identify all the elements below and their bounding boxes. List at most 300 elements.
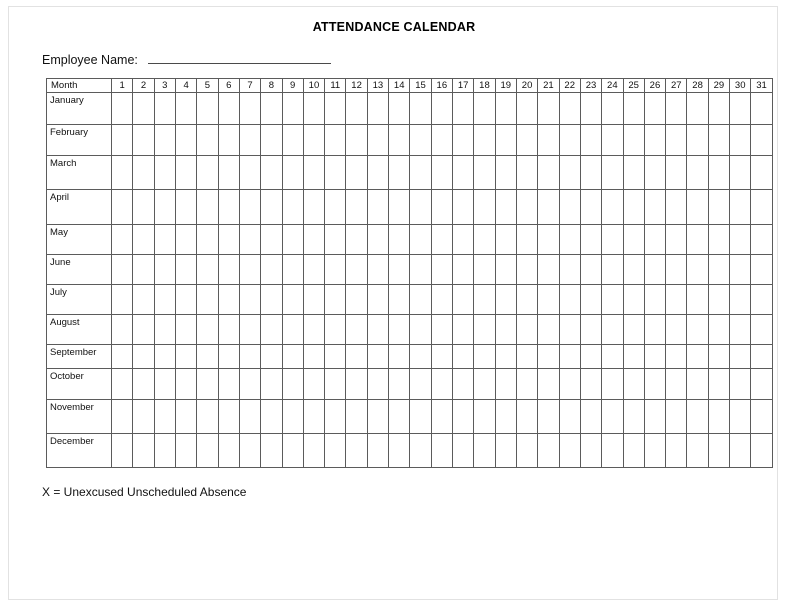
day-cell[interactable] — [303, 315, 324, 345]
day-cell[interactable] — [708, 315, 729, 345]
day-cell[interactable] — [346, 125, 367, 156]
day-cell[interactable] — [389, 400, 410, 434]
day-cell[interactable] — [154, 369, 175, 400]
day-cell[interactable] — [431, 156, 452, 190]
day-cell[interactable] — [431, 285, 452, 315]
day-cell[interactable] — [644, 345, 665, 369]
day-cell[interactable] — [367, 225, 388, 255]
day-cell[interactable] — [367, 345, 388, 369]
day-cell[interactable] — [410, 434, 431, 468]
day-cell[interactable] — [325, 93, 346, 125]
day-cell[interactable] — [282, 369, 303, 400]
day-cell[interactable] — [261, 255, 282, 285]
day-cell[interactable] — [495, 156, 516, 190]
day-cell[interactable] — [474, 369, 495, 400]
day-cell[interactable] — [325, 434, 346, 468]
day-cell[interactable] — [516, 125, 537, 156]
day-cell[interactable] — [133, 93, 154, 125]
day-cell[interactable] — [431, 93, 452, 125]
day-cell[interactable] — [282, 285, 303, 315]
day-cell[interactable] — [453, 400, 474, 434]
day-cell[interactable] — [261, 125, 282, 156]
day-cell[interactable] — [644, 93, 665, 125]
day-cell[interactable] — [133, 369, 154, 400]
day-cell[interactable] — [112, 434, 133, 468]
day-cell[interactable] — [666, 369, 687, 400]
day-cell[interactable] — [516, 315, 537, 345]
day-cell[interactable] — [644, 400, 665, 434]
day-cell[interactable] — [687, 400, 708, 434]
day-cell[interactable] — [580, 369, 601, 400]
day-cell[interactable] — [261, 190, 282, 225]
day-cell[interactable] — [175, 225, 196, 255]
day-cell[interactable] — [282, 400, 303, 434]
day-cell[interactable] — [154, 315, 175, 345]
day-cell[interactable] — [602, 93, 623, 125]
day-cell[interactable] — [197, 345, 218, 369]
day-cell[interactable] — [708, 255, 729, 285]
day-cell[interactable] — [282, 255, 303, 285]
day-cell[interactable] — [175, 93, 196, 125]
day-cell[interactable] — [559, 255, 580, 285]
day-cell[interactable] — [751, 156, 772, 190]
day-cell[interactable] — [133, 285, 154, 315]
day-cell[interactable] — [559, 156, 580, 190]
day-cell[interactable] — [559, 225, 580, 255]
day-cell[interactable] — [453, 369, 474, 400]
day-cell[interactable] — [218, 125, 239, 156]
day-cell[interactable] — [730, 345, 751, 369]
day-cell[interactable] — [538, 225, 559, 255]
day-cell[interactable] — [175, 345, 196, 369]
day-cell[interactable] — [495, 345, 516, 369]
day-cell[interactable] — [197, 125, 218, 156]
day-cell[interactable] — [623, 345, 644, 369]
day-cell[interactable] — [538, 434, 559, 468]
day-cell[interactable] — [367, 93, 388, 125]
day-cell[interactable] — [431, 190, 452, 225]
day-cell[interactable] — [623, 190, 644, 225]
day-cell[interactable] — [580, 434, 601, 468]
day-cell[interactable] — [389, 285, 410, 315]
day-cell[interactable] — [325, 345, 346, 369]
day-cell[interactable] — [538, 156, 559, 190]
day-cell[interactable] — [325, 255, 346, 285]
day-cell[interactable] — [197, 93, 218, 125]
day-cell[interactable] — [410, 125, 431, 156]
day-cell[interactable] — [644, 225, 665, 255]
day-cell[interactable] — [239, 93, 260, 125]
day-cell[interactable] — [538, 400, 559, 434]
day-cell[interactable] — [687, 369, 708, 400]
day-cell[interactable] — [325, 125, 346, 156]
day-cell[interactable] — [666, 434, 687, 468]
day-cell[interactable] — [239, 225, 260, 255]
day-cell[interactable] — [708, 190, 729, 225]
day-cell[interactable] — [474, 434, 495, 468]
day-cell[interactable] — [410, 156, 431, 190]
day-cell[interactable] — [559, 369, 580, 400]
day-cell[interactable] — [559, 93, 580, 125]
day-cell[interactable] — [538, 345, 559, 369]
day-cell[interactable] — [218, 315, 239, 345]
day-cell[interactable] — [623, 400, 644, 434]
day-cell[interactable] — [751, 369, 772, 400]
day-cell[interactable] — [389, 255, 410, 285]
day-cell[interactable] — [112, 125, 133, 156]
day-cell[interactable] — [346, 190, 367, 225]
day-cell[interactable] — [495, 255, 516, 285]
day-cell[interactable] — [495, 190, 516, 225]
day-cell[interactable] — [154, 255, 175, 285]
day-cell[interactable] — [623, 93, 644, 125]
day-cell[interactable] — [730, 190, 751, 225]
day-cell[interactable] — [410, 369, 431, 400]
day-cell[interactable] — [538, 190, 559, 225]
day-cell[interactable] — [516, 255, 537, 285]
day-cell[interactable] — [644, 315, 665, 345]
day-cell[interactable] — [538, 315, 559, 345]
day-cell[interactable] — [559, 315, 580, 345]
day-cell[interactable] — [218, 156, 239, 190]
day-cell[interactable] — [687, 345, 708, 369]
day-cell[interactable] — [325, 190, 346, 225]
day-cell[interactable] — [325, 369, 346, 400]
day-cell[interactable] — [730, 93, 751, 125]
day-cell[interactable] — [346, 345, 367, 369]
day-cell[interactable] — [730, 400, 751, 434]
day-cell[interactable] — [303, 125, 324, 156]
day-cell[interactable] — [602, 315, 623, 345]
day-cell[interactable] — [687, 156, 708, 190]
day-cell[interactable] — [197, 400, 218, 434]
day-cell[interactable] — [261, 285, 282, 315]
day-cell[interactable] — [453, 345, 474, 369]
day-cell[interactable] — [453, 190, 474, 225]
day-cell[interactable] — [687, 190, 708, 225]
day-cell[interactable] — [453, 285, 474, 315]
day-cell[interactable] — [751, 345, 772, 369]
day-cell[interactable] — [346, 156, 367, 190]
employee-name-input[interactable] — [148, 51, 331, 64]
day-cell[interactable] — [218, 225, 239, 255]
day-cell[interactable] — [133, 434, 154, 468]
day-cell[interactable] — [239, 345, 260, 369]
day-cell[interactable] — [410, 400, 431, 434]
day-cell[interactable] — [282, 345, 303, 369]
day-cell[interactable] — [389, 125, 410, 156]
day-cell[interactable] — [730, 255, 751, 285]
day-cell[interactable] — [495, 225, 516, 255]
day-cell[interactable] — [367, 315, 388, 345]
day-cell[interactable] — [197, 225, 218, 255]
day-cell[interactable] — [239, 434, 260, 468]
day-cell[interactable] — [133, 156, 154, 190]
day-cell[interactable] — [154, 345, 175, 369]
day-cell[interactable] — [218, 285, 239, 315]
day-cell[interactable] — [431, 255, 452, 285]
day-cell[interactable] — [644, 369, 665, 400]
day-cell[interactable] — [602, 345, 623, 369]
day-cell[interactable] — [346, 285, 367, 315]
day-cell[interactable] — [112, 285, 133, 315]
day-cell[interactable] — [538, 125, 559, 156]
day-cell[interactable] — [730, 225, 751, 255]
day-cell[interactable] — [282, 315, 303, 345]
day-cell[interactable] — [751, 315, 772, 345]
day-cell[interactable] — [559, 345, 580, 369]
day-cell[interactable] — [474, 345, 495, 369]
day-cell[interactable] — [325, 315, 346, 345]
day-cell[interactable] — [474, 125, 495, 156]
day-cell[interactable] — [666, 315, 687, 345]
day-cell[interactable] — [218, 369, 239, 400]
day-cell[interactable] — [516, 434, 537, 468]
day-cell[interactable] — [133, 400, 154, 434]
day-cell[interactable] — [175, 190, 196, 225]
day-cell[interactable] — [453, 255, 474, 285]
day-cell[interactable] — [112, 315, 133, 345]
day-cell[interactable] — [666, 93, 687, 125]
day-cell[interactable] — [559, 285, 580, 315]
day-cell[interactable] — [389, 93, 410, 125]
day-cell[interactable] — [261, 369, 282, 400]
day-cell[interactable] — [538, 255, 559, 285]
day-cell[interactable] — [346, 315, 367, 345]
day-cell[interactable] — [239, 369, 260, 400]
day-cell[interactable] — [431, 315, 452, 345]
day-cell[interactable] — [282, 125, 303, 156]
day-cell[interactable] — [346, 434, 367, 468]
day-cell[interactable] — [410, 345, 431, 369]
day-cell[interactable] — [218, 255, 239, 285]
day-cell[interactable] — [303, 285, 324, 315]
day-cell[interactable] — [580, 156, 601, 190]
day-cell[interactable] — [623, 315, 644, 345]
day-cell[interactable] — [580, 255, 601, 285]
day-cell[interactable] — [644, 190, 665, 225]
day-cell[interactable] — [197, 434, 218, 468]
day-cell[interactable] — [367, 434, 388, 468]
day-cell[interactable] — [708, 93, 729, 125]
day-cell[interactable] — [303, 400, 324, 434]
day-cell[interactable] — [580, 190, 601, 225]
day-cell[interactable] — [218, 190, 239, 225]
day-cell[interactable] — [367, 400, 388, 434]
day-cell[interactable] — [559, 125, 580, 156]
day-cell[interactable] — [580, 125, 601, 156]
day-cell[interactable] — [516, 225, 537, 255]
day-cell[interactable] — [389, 156, 410, 190]
day-cell[interactable] — [495, 369, 516, 400]
day-cell[interactable] — [580, 225, 601, 255]
day-cell[interactable] — [133, 225, 154, 255]
day-cell[interactable] — [367, 369, 388, 400]
day-cell[interactable] — [687, 125, 708, 156]
day-cell[interactable] — [197, 156, 218, 190]
day-cell[interactable] — [303, 190, 324, 225]
day-cell[interactable] — [261, 225, 282, 255]
day-cell[interactable] — [261, 400, 282, 434]
day-cell[interactable] — [431, 345, 452, 369]
day-cell[interactable] — [239, 190, 260, 225]
day-cell[interactable] — [346, 93, 367, 125]
day-cell[interactable] — [666, 255, 687, 285]
day-cell[interactable] — [623, 225, 644, 255]
day-cell[interactable] — [730, 434, 751, 468]
day-cell[interactable] — [154, 156, 175, 190]
day-cell[interactable] — [687, 93, 708, 125]
day-cell[interactable] — [261, 93, 282, 125]
day-cell[interactable] — [261, 315, 282, 345]
day-cell[interactable] — [495, 285, 516, 315]
day-cell[interactable] — [282, 93, 303, 125]
day-cell[interactable] — [112, 345, 133, 369]
day-cell[interactable] — [239, 156, 260, 190]
day-cell[interactable] — [644, 255, 665, 285]
day-cell[interactable] — [239, 400, 260, 434]
day-cell[interactable] — [602, 369, 623, 400]
day-cell[interactable] — [303, 255, 324, 285]
day-cell[interactable] — [751, 285, 772, 315]
day-cell[interactable] — [239, 285, 260, 315]
day-cell[interactable] — [708, 400, 729, 434]
day-cell[interactable] — [389, 315, 410, 345]
day-cell[interactable] — [175, 315, 196, 345]
day-cell[interactable] — [303, 345, 324, 369]
day-cell[interactable] — [538, 285, 559, 315]
day-cell[interactable] — [410, 255, 431, 285]
day-cell[interactable] — [261, 345, 282, 369]
day-cell[interactable] — [666, 345, 687, 369]
day-cell[interactable] — [282, 225, 303, 255]
day-cell[interactable] — [708, 434, 729, 468]
day-cell[interactable] — [474, 156, 495, 190]
day-cell[interactable] — [644, 125, 665, 156]
day-cell[interactable] — [346, 369, 367, 400]
day-cell[interactable] — [751, 255, 772, 285]
day-cell[interactable] — [687, 255, 708, 285]
day-cell[interactable] — [474, 315, 495, 345]
day-cell[interactable] — [559, 190, 580, 225]
day-cell[interactable] — [175, 255, 196, 285]
day-cell[interactable] — [112, 369, 133, 400]
day-cell[interactable] — [580, 285, 601, 315]
day-cell[interactable] — [325, 225, 346, 255]
day-cell[interactable] — [218, 345, 239, 369]
day-cell[interactable] — [559, 400, 580, 434]
day-cell[interactable] — [516, 400, 537, 434]
day-cell[interactable] — [303, 369, 324, 400]
day-cell[interactable] — [154, 285, 175, 315]
day-cell[interactable] — [730, 125, 751, 156]
day-cell[interactable] — [175, 434, 196, 468]
day-cell[interactable] — [474, 93, 495, 125]
day-cell[interactable] — [474, 225, 495, 255]
day-cell[interactable] — [410, 225, 431, 255]
day-cell[interactable] — [708, 225, 729, 255]
day-cell[interactable] — [218, 400, 239, 434]
day-cell[interactable] — [261, 156, 282, 190]
day-cell[interactable] — [112, 156, 133, 190]
day-cell[interactable] — [133, 190, 154, 225]
day-cell[interactable] — [175, 156, 196, 190]
day-cell[interactable] — [602, 225, 623, 255]
day-cell[interactable] — [623, 125, 644, 156]
day-cell[interactable] — [346, 400, 367, 434]
day-cell[interactable] — [602, 434, 623, 468]
day-cell[interactable] — [580, 345, 601, 369]
day-cell[interactable] — [197, 255, 218, 285]
day-cell[interactable] — [389, 190, 410, 225]
day-cell[interactable] — [644, 285, 665, 315]
day-cell[interactable] — [367, 255, 388, 285]
day-cell[interactable] — [730, 285, 751, 315]
day-cell[interactable] — [666, 285, 687, 315]
day-cell[interactable] — [282, 190, 303, 225]
day-cell[interactable] — [708, 156, 729, 190]
day-cell[interactable] — [730, 369, 751, 400]
day-cell[interactable] — [495, 434, 516, 468]
day-cell[interactable] — [197, 315, 218, 345]
day-cell[interactable] — [453, 125, 474, 156]
day-cell[interactable] — [474, 190, 495, 225]
day-cell[interactable] — [474, 285, 495, 315]
day-cell[interactable] — [133, 255, 154, 285]
day-cell[interactable] — [516, 345, 537, 369]
day-cell[interactable] — [431, 225, 452, 255]
day-cell[interactable] — [559, 434, 580, 468]
day-cell[interactable] — [239, 125, 260, 156]
day-cell[interactable] — [282, 434, 303, 468]
day-cell[interactable] — [175, 400, 196, 434]
day-cell[interactable] — [751, 93, 772, 125]
day-cell[interactable] — [623, 156, 644, 190]
day-cell[interactable] — [112, 255, 133, 285]
day-cell[interactable] — [431, 369, 452, 400]
day-cell[interactable] — [623, 369, 644, 400]
day-cell[interactable] — [538, 93, 559, 125]
day-cell[interactable] — [410, 285, 431, 315]
day-cell[interactable] — [730, 156, 751, 190]
day-cell[interactable] — [325, 156, 346, 190]
day-cell[interactable] — [602, 125, 623, 156]
day-cell[interactable] — [495, 400, 516, 434]
day-cell[interactable] — [197, 369, 218, 400]
day-cell[interactable] — [303, 93, 324, 125]
day-cell[interactable] — [602, 190, 623, 225]
day-cell[interactable] — [644, 156, 665, 190]
day-cell[interactable] — [666, 400, 687, 434]
day-cell[interactable] — [410, 93, 431, 125]
day-cell[interactable] — [367, 190, 388, 225]
day-cell[interactable] — [154, 434, 175, 468]
day-cell[interactable] — [516, 285, 537, 315]
day-cell[interactable] — [687, 225, 708, 255]
day-cell[interactable] — [602, 255, 623, 285]
day-cell[interactable] — [303, 156, 324, 190]
day-cell[interactable] — [154, 225, 175, 255]
day-cell[interactable] — [112, 400, 133, 434]
day-cell[interactable] — [431, 434, 452, 468]
day-cell[interactable] — [474, 255, 495, 285]
day-cell[interactable] — [154, 125, 175, 156]
day-cell[interactable] — [303, 434, 324, 468]
day-cell[interactable] — [708, 285, 729, 315]
day-cell[interactable] — [580, 315, 601, 345]
day-cell[interactable] — [708, 345, 729, 369]
day-cell[interactable] — [495, 93, 516, 125]
